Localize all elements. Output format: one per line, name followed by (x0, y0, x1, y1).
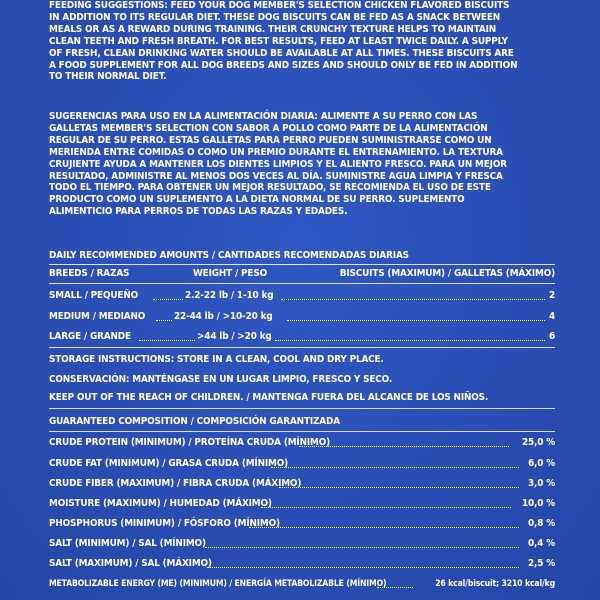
dot-leader (205, 538, 519, 548)
sugerencias-line: ALIMENTICIO PARA PERROS DE TODAS LAS RAZAS Y EDADES. (49, 206, 348, 218)
daily-row-large (49, 331, 555, 344)
label-panel (49, 0, 555, 600)
feeding-line: MEALS OR AS A REWARD DURING TRAINING. THEIR CRUNCHY TEXTURE HELPS TO MAINTAIN (49, 23, 497, 35)
daily-row-medium (49, 311, 555, 324)
nutrient-label: CRUDE FIBER (MAXIMUM) / FIBRA CRUDA (MÁXIMO) (49, 478, 302, 489)
nutrient-label: CRUDE PROTEIN (MINIMUM) / PROTEÍNA CRUDA (MÍNIMO) (49, 437, 331, 448)
nutrient-label: MOISTURE (MAXIMUM) / HUMEDAD (MÁXIMO) (49, 498, 272, 509)
feeding-suggestions (49, 0, 555, 83)
composition-row (49, 558, 555, 571)
breed-cell: SMALL / PEQUEÑO (49, 290, 139, 301)
dot-leader (139, 331, 195, 341)
nutrient-label: SALT (MINIMUM) / SAL (MÍNIMO) (49, 538, 206, 549)
breed-cell: LARGE / GRANDE (49, 331, 131, 342)
daily-header-row (49, 268, 555, 281)
dot-leader (207, 558, 519, 568)
breed-cell: MEDIUM / MEDIANO (49, 311, 146, 322)
nutrient-label: CRUDE FAT (MINIMUM) / GRASA CRUDA (MÍNIMO) (49, 458, 289, 469)
composition-row (49, 458, 555, 471)
sugerencias-line: PRODUCTO COMO UN SUPLEMENTO A LA DIETA NORMAL DE SU PERRO. SUPLEMENTO (49, 194, 465, 206)
feeding-line: CLEAN TEETH AND FRESH BREATH. FOR BEST RESULTS, FEED AT LEAST TWICE DAILY. A SUPPLY (49, 35, 508, 47)
energy-row (49, 579, 555, 592)
dot-leader (261, 498, 511, 508)
amount-cell: 4 (548, 311, 555, 322)
feeding-line: A FOOD SUPPLEMENT FOR ALL DOG BREEDS AND SIZES AND SHOULD ONLY BE FED IN ADDITION (49, 59, 518, 71)
weight-cell: >44 lb / >20 kg (197, 331, 272, 342)
nutrient-value: 2,5 % (528, 558, 555, 569)
amount-cell: 2 (548, 290, 555, 301)
dot-leader (249, 518, 519, 528)
divider (49, 408, 555, 409)
sugerencias-paragraph (49, 111, 555, 218)
storage-instructions: STORAGE INSTRUCTIONS: STORE IN A CLEAN, COOL AND DRY PLACE. (49, 354, 384, 365)
dot-leader (156, 311, 172, 321)
sugerencias-line: GALLETAS MEMBER'S SELECTION CON SABOR A POLLO COMO PARTE DE LA ALIMENTACIÓN (49, 122, 488, 134)
divider (49, 431, 555, 432)
sugerencias-line: CRUJIENTE AYUDA A MANTENER LOS DIENTES LIMPIOS Y EL ALIENTO FRESCO. PARA UN MEJOR (49, 158, 507, 170)
daily-row-small (49, 290, 555, 303)
weight-cell: 2.2-22 lb / 1-10 kg (185, 290, 274, 301)
dot-leader (153, 290, 183, 300)
dot-leader (275, 331, 545, 341)
composition-row (49, 437, 555, 450)
feeding-line: OF FRESH, CLEAN DRINKING WATER SHOULD BE AVAILABLE AT ALL TIMES. THESE BISCUITS ARE (49, 47, 514, 59)
composition-row (49, 518, 555, 531)
nutrient-value: 6,0 % (528, 458, 555, 469)
dot-leader (271, 458, 519, 468)
dot-leader (281, 290, 545, 300)
feeding-line: FEEDING SUGGESTIONS: FEED YOUR DOG MEMBER'S SELECTION CHICKEN FLAVORED BISCUITS (49, 0, 510, 11)
sugerencias-line: SUGERENCIAS PARA USO EN LA ALIMENTACIÓN DIARIA: ALIMENTE A SU PERRO CON LAS (49, 111, 478, 122)
weight-column-header: WEIGHT / PESO (193, 268, 267, 279)
sugerencias-line: REGULAR DE SU PERRO. ESTAS GALLETAS PARA PERRO PUEDEN SUMINISTRARSE COMO UN (49, 134, 492, 146)
composition-row (49, 478, 555, 491)
energy-value: 26 kcal/biscuit; 3210 kcal/kg (435, 579, 555, 589)
feeding-line: TO THEIR NORMAL DIET. (49, 71, 167, 83)
nutrient-value: 3,0 % (528, 478, 555, 489)
feeding-line: IN ADDITION TO ITS REGULAR DIET. THESE DOG BISCUITS CAN BE FED AS A SNACK BETWEEN (49, 11, 501, 23)
dot-leader (377, 579, 413, 588)
sugerencias-line: RESULTADO, ADMINISTRE AL MENOS DOS VECES AL DÍA. SUMINISTRE AGUA LIMPIA Y FRESCA (49, 170, 503, 182)
nutrient-label: SALT (MAXIMUM) / SAL (MÁXIMO) (49, 558, 212, 569)
sugerencias-line: MERIENDA ENTRE COMIDAS O COMO UN PREMIO DURANTE EL ENTRENAMIENTO. LA TEXTURA (49, 146, 503, 158)
nutrient-value: 0,4 % (528, 538, 555, 549)
biscuits-column-header: BISCUITS (MAXIMUM) / GALLETAS (MÁXIMO) (339, 268, 555, 279)
nutrient-label: PHOSPHORUS (MINIMUM) / FÓSFORO (MÍNIMO) (49, 518, 280, 529)
composition-row (49, 538, 555, 551)
guaranteed-composition-title: GUARANTEED COMPOSITION / COMPOSICIÓN GARANTIZADA (49, 416, 340, 427)
divider (49, 347, 555, 348)
weight-cell: 22-44 lb / >10-20 kg (174, 311, 273, 322)
divider (49, 283, 555, 284)
breed-column-header: BREEDS / RAZAS (49, 268, 130, 279)
conservacion: CONSERVACIÓN: MANTÉNGASE EN UN LUGAR LIMPIO, FRESCO Y SECO. (49, 374, 393, 385)
energy-label: METABOLIZABLE ENERGY (ME) (MINIMUM) / ENERGÍA METABOLIZABLE (MÍNIMO) (49, 579, 387, 589)
dot-leader (299, 437, 509, 447)
dot-leader (279, 478, 519, 488)
daily-amounts-title: DAILY RECOMMENDED AMOUNTS / CANTIDADES RECOMENDADAS DIARIAS (49, 250, 409, 261)
nutrient-value: 0,8 % (528, 518, 555, 529)
nutrient-value: 25,0 % (521, 437, 555, 448)
dot-leader (287, 311, 545, 321)
amount-cell: 6 (548, 331, 555, 342)
divider (49, 264, 555, 265)
keep-out-of-reach: KEEP OUT OF THE REACH OF CHILDREN. / MANTENGA FUERA DEL ALCANCE DE LOS NIÑOS. (49, 392, 489, 403)
sugerencias-line: TODO EL TIEMPO. PARA OBTENER UN MEJOR RESULTADO, SE RECOMIENDA EL USO DE ESTE (49, 182, 491, 194)
composition-row (49, 498, 555, 511)
nutrient-value: 10,0 % (521, 498, 555, 509)
